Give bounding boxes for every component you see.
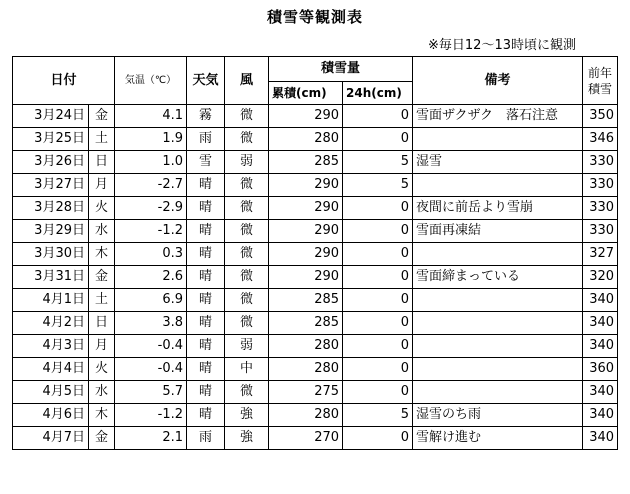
cell-previous-year: 340 [583, 312, 618, 335]
table-row [13, 358, 618, 381]
cell-temperature: -1.2 [115, 404, 187, 427]
cell-24h: 0 [343, 197, 413, 220]
cell-date: 3月29日 [13, 220, 89, 243]
cell-wind: 微 [225, 105, 269, 128]
cell-previous-year: 350 [583, 105, 618, 128]
cell-remarks [413, 289, 583, 312]
cell-remarks [413, 174, 583, 197]
cell-weekday: 日 [89, 151, 115, 174]
cell-previous-year: 330 [583, 151, 618, 174]
cell-weather: 雨 [187, 427, 225, 450]
cell-cumulative: 290 [269, 197, 343, 220]
header-date: 日付 [13, 57, 115, 105]
cell-weekday: 火 [89, 358, 115, 381]
cell-cumulative: 290 [269, 243, 343, 266]
table-row [13, 335, 618, 358]
cell-weekday: 木 [89, 243, 115, 266]
header-weather: 天気 [187, 57, 225, 105]
cell-date: 3月30日 [13, 243, 89, 266]
header-cumulative: 累積(cm) [269, 82, 343, 105]
table-row [13, 427, 618, 450]
cell-cumulative: 280 [269, 128, 343, 151]
cell-date: 3月25日 [13, 128, 89, 151]
cell-temperature: 1.0 [115, 151, 187, 174]
table-row [13, 151, 618, 174]
cell-wind: 微 [225, 174, 269, 197]
cell-weekday: 火 [89, 197, 115, 220]
cell-wind: 微 [225, 381, 269, 404]
table-row [13, 312, 618, 335]
cell-date: 4月3日 [13, 335, 89, 358]
cell-weekday: 月 [89, 174, 115, 197]
cell-previous-year: 346 [583, 128, 618, 151]
table-row [13, 243, 618, 266]
cell-24h: 5 [343, 151, 413, 174]
cell-24h: 0 [343, 105, 413, 128]
cell-cumulative: 280 [269, 404, 343, 427]
cell-cumulative: 285 [269, 312, 343, 335]
cell-remarks: 雪面締まっている [413, 266, 583, 289]
cell-cumulative: 290 [269, 266, 343, 289]
cell-temperature: 1.9 [115, 128, 187, 151]
cell-24h: 5 [343, 174, 413, 197]
cell-cumulative: 290 [269, 220, 343, 243]
cell-weather: 晴 [187, 197, 225, 220]
cell-weekday: 土 [89, 289, 115, 312]
cell-remarks: 雪面ザクザク 落石注意 [413, 105, 583, 128]
cell-temperature: -0.4 [115, 335, 187, 358]
table-body [13, 105, 618, 450]
cell-weather: 雨 [187, 128, 225, 151]
cell-weekday: 日 [89, 312, 115, 335]
cell-weather: 霧 [187, 105, 225, 128]
cell-remarks: 夜間に前岳より雪崩 [413, 197, 583, 220]
cell-wind: 微 [225, 243, 269, 266]
snow-observation-table [12, 56, 618, 450]
cell-weather: 晴 [187, 335, 225, 358]
cell-wind: 微 [225, 312, 269, 335]
cell-24h: 0 [343, 312, 413, 335]
table-row [13, 105, 618, 128]
cell-remarks [413, 358, 583, 381]
table-row [13, 404, 618, 427]
cell-24h: 0 [343, 358, 413, 381]
table-row [13, 174, 618, 197]
observation-note: ※毎日12～13時頃に観測 [428, 38, 576, 53]
cell-wind: 強 [225, 404, 269, 427]
cell-remarks: 雪解け進む [413, 427, 583, 450]
table-row [13, 128, 618, 151]
cell-date: 3月26日 [13, 151, 89, 174]
cell-date: 3月27日 [13, 174, 89, 197]
header-temperature: 気温（℃） [115, 57, 187, 105]
cell-wind: 強 [225, 427, 269, 450]
cell-wind: 微 [225, 220, 269, 243]
cell-cumulative: 280 [269, 335, 343, 358]
cell-weekday: 金 [89, 105, 115, 128]
header-previous-year-line2: 積雪 [588, 81, 613, 96]
table-row [13, 197, 618, 220]
cell-weather: 晴 [187, 266, 225, 289]
cell-remarks [413, 243, 583, 266]
cell-24h: 0 [343, 381, 413, 404]
cell-weekday: 木 [89, 404, 115, 427]
cell-temperature: 0.3 [115, 243, 187, 266]
cell-remarks: 雪面再凍結 [413, 220, 583, 243]
cell-previous-year: 340 [583, 289, 618, 312]
cell-remarks [413, 128, 583, 151]
cell-weekday: 金 [89, 266, 115, 289]
cell-weather: 晴 [187, 243, 225, 266]
cell-remarks [413, 335, 583, 358]
cell-wind: 微 [225, 266, 269, 289]
header-snow-amount: 積雪量 [269, 57, 413, 82]
cell-remarks [413, 312, 583, 335]
header-previous-year-line1: 前年 [588, 65, 613, 80]
cell-weather: 晴 [187, 381, 225, 404]
cell-date: 4月5日 [13, 381, 89, 404]
cell-weather: 晴 [187, 174, 225, 197]
header-remarks: 備考 [413, 57, 583, 105]
table-row [13, 266, 618, 289]
cell-date: 4月1日 [13, 289, 89, 312]
cell-24h: 0 [343, 427, 413, 450]
cell-cumulative: 275 [269, 381, 343, 404]
cell-weekday: 金 [89, 427, 115, 450]
cell-temperature: 4.1 [115, 105, 187, 128]
table-row [13, 289, 618, 312]
cell-24h: 0 [343, 289, 413, 312]
table-row [13, 220, 618, 243]
cell-weekday: 土 [89, 128, 115, 151]
cell-date: 3月28日 [13, 197, 89, 220]
header-wind: 風 [225, 57, 269, 105]
cell-weather: 晴 [187, 404, 225, 427]
cell-previous-year: 340 [583, 427, 618, 450]
cell-temperature: -2.9 [115, 197, 187, 220]
cell-previous-year: 330 [583, 220, 618, 243]
cell-cumulative: 290 [269, 174, 343, 197]
cell-24h: 0 [343, 266, 413, 289]
cell-previous-year: 330 [583, 174, 618, 197]
cell-previous-year: 330 [583, 197, 618, 220]
cell-previous-year: 360 [583, 358, 618, 381]
cell-previous-year: 327 [583, 243, 618, 266]
cell-previous-year: 340 [583, 335, 618, 358]
cell-24h: 0 [343, 335, 413, 358]
cell-weather: 晴 [187, 358, 225, 381]
cell-weather: 晴 [187, 220, 225, 243]
cell-wind: 弱 [225, 151, 269, 174]
cell-remarks: 湿雪のち雨 [413, 404, 583, 427]
cell-weekday: 水 [89, 220, 115, 243]
cell-weather: 晴 [187, 289, 225, 312]
cell-date: 4月6日 [13, 404, 89, 427]
cell-24h: 0 [343, 220, 413, 243]
cell-temperature: 2.1 [115, 427, 187, 450]
cell-remarks [413, 381, 583, 404]
cell-temperature: 2.6 [115, 266, 187, 289]
cell-weather: 雪 [187, 151, 225, 174]
cell-wind: 微 [225, 289, 269, 312]
cell-previous-year: 320 [583, 266, 618, 289]
cell-weekday: 水 [89, 381, 115, 404]
cell-date: 3月31日 [13, 266, 89, 289]
cell-24h: 5 [343, 404, 413, 427]
cell-date: 3月24日 [13, 105, 89, 128]
cell-previous-year: 340 [583, 381, 618, 404]
cell-weather: 晴 [187, 312, 225, 335]
cell-weekday: 月 [89, 335, 115, 358]
cell-temperature: 6.9 [115, 289, 187, 312]
cell-date: 4月2日 [13, 312, 89, 335]
cell-cumulative: 285 [269, 151, 343, 174]
cell-previous-year: 340 [583, 404, 618, 427]
cell-cumulative: 285 [269, 289, 343, 312]
cell-wind: 微 [225, 128, 269, 151]
page-title: 積雪等観測表 [266, 8, 363, 26]
cell-temperature: 3.8 [115, 312, 187, 335]
cell-temperature: -0.4 [115, 358, 187, 381]
header-previous-year [583, 57, 618, 105]
cell-wind: 弱 [225, 335, 269, 358]
cell-cumulative: 290 [269, 105, 343, 128]
cell-24h: 0 [343, 243, 413, 266]
cell-wind: 中 [225, 358, 269, 381]
header-24h: 24h(cm) [343, 82, 413, 105]
cell-24h: 0 [343, 128, 413, 151]
cell-temperature: -1.2 [115, 220, 187, 243]
cell-cumulative: 270 [269, 427, 343, 450]
table-row [13, 381, 618, 404]
cell-temperature: -2.7 [115, 174, 187, 197]
cell-temperature: 5.7 [115, 381, 187, 404]
cell-remarks: 湿雪 [413, 151, 583, 174]
cell-date: 4月7日 [13, 427, 89, 450]
cell-wind: 微 [225, 197, 269, 220]
cell-cumulative: 280 [269, 358, 343, 381]
cell-date: 4月4日 [13, 358, 89, 381]
